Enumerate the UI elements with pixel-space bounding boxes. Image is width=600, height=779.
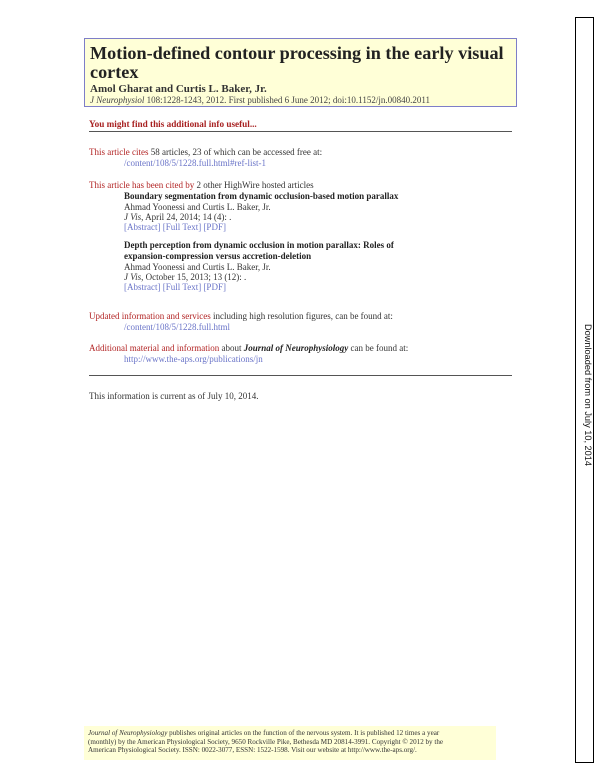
- cited-article-1-links[interactable]: [Abstract] [Full Text] [PDF]: [124, 222, 226, 232]
- cited-article-1-title[interactable]: Boundary segmentation from dynamic occlusion-based motion parallax: [124, 191, 399, 201]
- cites-label[interactable]: This article cites: [89, 147, 149, 157]
- divider-top: [89, 131, 512, 132]
- downloaded-notice: Downloaded from on July 10, 2014: [583, 324, 593, 466]
- divider-bottom: [89, 375, 512, 376]
- article-authors: Amol Gharat and Curtis L. Baker, Jr.: [90, 83, 267, 95]
- footer-line-3: American Physiological Society. ISSN: 0022-3077, ESSN: 1522-1598. Visit our website at http://www.the-aps.org/.: [88, 746, 417, 754]
- cites-link[interactable]: /content/108/5/1228.full.html#ref-list-1: [124, 158, 266, 168]
- article-citation: [90, 95, 510, 106]
- cites-line: [89, 147, 322, 158]
- cited-article-1-authors: Ahmad Yoonessi and Curtis L. Baker, Jr.: [124, 202, 271, 212]
- cited-article-2-links[interactable]: [Abstract] [Full Text] [PDF]: [124, 282, 226, 292]
- updated-text: including high resolution figures, can be found at:: [212, 311, 393, 321]
- current-as-of: This information is current as of July 10, 2014.: [89, 391, 259, 401]
- cited-by-text: 2 other HighWire hosted articles: [196, 180, 314, 190]
- additional-text: can be found at:: [350, 343, 409, 353]
- footer-line-2: (monthly) by the American Physiological Society, 9650 Rockville Pike, Bethesda MD 20814-3991. Copyright © 2012 by the: [88, 737, 444, 746]
- useful-info-heading: You might find this additional info useful...: [89, 119, 257, 129]
- footer-line-1-rest: publishes original articles on the function of the nervous system. It is published 12 times a year: [169, 729, 440, 737]
- additional-line: [89, 343, 408, 354]
- article-header: [84, 38, 517, 107]
- citation-details: 108:1228-1243, 2012. First published 6 June 2012; doi:10.1152/jn.00840.2011: [146, 95, 431, 105]
- footer-journal: Journal of Neurophysiology: [88, 729, 168, 737]
- cited-by-line: [89, 180, 314, 191]
- cited-article-2-authors: Ahmad Yoonessi and Curtis L. Baker, Jr.: [124, 262, 271, 272]
- additional-link[interactable]: http://www.the-aps.org/publications/jn: [124, 354, 263, 364]
- article-title: Motion-defined contour processing in the early visual cortex: [90, 43, 504, 82]
- cited-article-1-date: , April 24, 2014; 14 (4): .: [141, 212, 232, 222]
- additional-label[interactable]: Additional material and information: [89, 343, 220, 353]
- additional-journal: Journal of Neurophysiology: [243, 343, 349, 353]
- cited-article-2-date: , October 15, 2013; 13 (12): .: [141, 272, 247, 282]
- cited-by-label[interactable]: This article has been cited by: [89, 180, 195, 190]
- cited-article-2-journal: J Vis: [124, 272, 142, 282]
- journal-footer: [84, 726, 496, 760]
- additional-about: about: [221, 343, 242, 353]
- cited-article-1-journal: J Vis: [124, 212, 142, 222]
- updated-link[interactable]: /content/108/5/1228.full.html: [124, 322, 230, 332]
- footer-line-1: [88, 729, 492, 738]
- updated-line: [89, 311, 393, 322]
- cited-article-2-title-cont[interactable]: expansion-compression versus accretion-deletion: [124, 251, 312, 261]
- journal-abbrev: J Neurophysiol: [90, 95, 145, 105]
- cites-text: 58 articles, 23 of which can be accessed free at:: [150, 147, 323, 157]
- updated-label[interactable]: Updated information and services: [89, 311, 211, 321]
- cited-article-2-title[interactable]: Depth perception from dynamic occlusion in motion parallax: Roles of: [124, 240, 394, 250]
